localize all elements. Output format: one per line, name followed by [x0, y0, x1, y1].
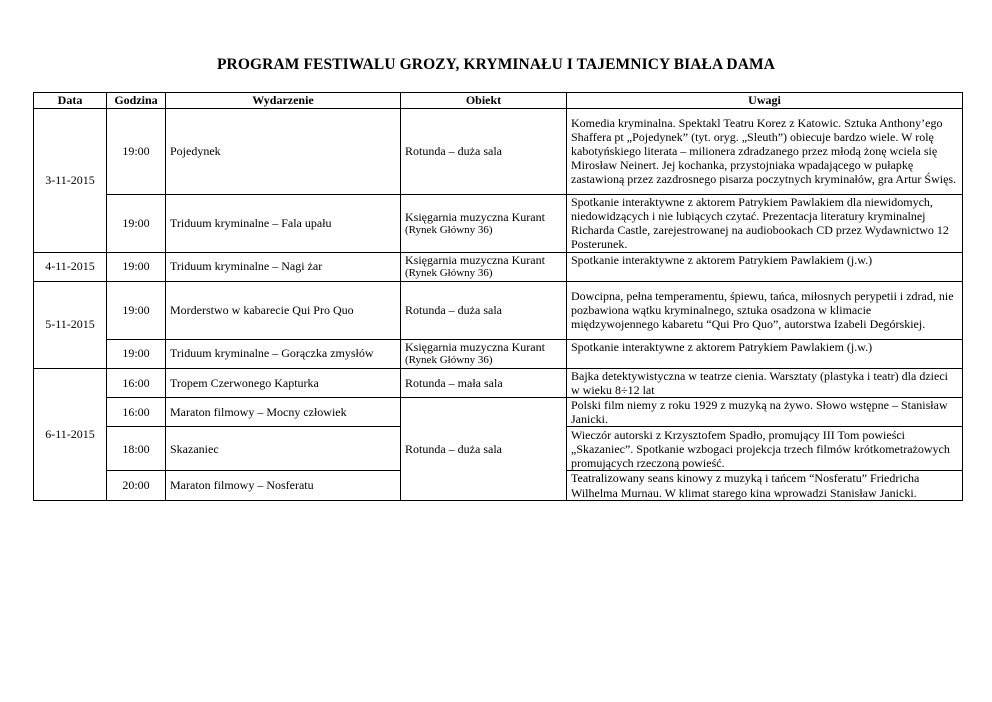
header-uwagi: Uwagi [567, 93, 963, 109]
event-cell: Triduum kryminalne – Gorączka zmysłów [166, 339, 401, 368]
notes-cell: Komedia kryminalna. Spektakl Teatru Korez z Katowic. Sztuka Anthony’ego Shaffera pt „Pojedynek” (tyt. oryg. „Sleuth”) obiecuje bardzo wiele. W rolę kabotyńskiego literata – milionera zdradzanego przez młodą żonę wciela się Mirosław Neinert. Jej kochanka, przystojniaka wpadającego w pułapkę zastawioną przez zazdrosnego pisarza poczytnych kryminałów, gra Artur Święs. [567, 108, 963, 194]
document-title: PROGRAM FESTIWALU GROZY, KRYMINAŁU I TAJEMNICY BIAŁA DAMA [216, 56, 776, 73]
table-row [34, 339, 963, 368]
venue-cell: Rotunda – duża sala [401, 108, 567, 194]
header-wydarzenie: Wydarzenie [166, 93, 401, 109]
notes-cell: Bajka detektywistyczna w teatrze cienia. Warsztaty (plastyka i teatr) dla dzieci w wieku 8÷12 lat [567, 368, 963, 397]
time-cell: 19:00 [107, 194, 166, 252]
time-cell: 16:00 [107, 368, 166, 397]
notes-cell: Spotkanie interaktywne z aktorem Patrykiem Pawlakiem dla niewidomych, niedowidzących i nie lubiących czytać. Prezentacja literatury kryminalnej Richarda Castle, zarejestrowanej na audiobookach CD przez Wydawnictwo 12 Posterunek. [567, 194, 963, 252]
header-obiekt: Obiekt [401, 93, 567, 109]
venue-address: (Rynek Główny 36) [405, 267, 493, 280]
table-row [34, 194, 963, 252]
time-cell: 18:00 [107, 427, 166, 471]
header-row [34, 93, 963, 109]
event-cell: Maraton filmowy – Mocny człowiek [166, 398, 401, 427]
venue-cell [401, 252, 567, 281]
venue-address: (Rynek Główny 36) [405, 354, 493, 367]
date-cell: 3-11-2015 [34, 108, 107, 252]
table-row [34, 398, 963, 427]
date-cell: 6-11-2015 [34, 368, 107, 500]
time-cell: 20:00 [107, 471, 166, 500]
notes-cell: Wieczór autorski z Krzysztofem Spadło, promujący III Tom powieści „Skazaniec”. Spotkanie wzbogaci projekcja trzech filmów krótkometrażowych promujących rzeczoną powieść. [567, 427, 963, 471]
time-cell: 19:00 [107, 108, 166, 194]
event-cell: Maraton filmowy – Nosferatu [166, 471, 401, 500]
date-cell: 4-11-2015 [34, 252, 107, 281]
event-cell: Triduum kryminalne – Nagi żar [166, 252, 401, 281]
table-row [34, 368, 963, 397]
venue-cell [401, 194, 567, 252]
event-cell: Skazaniec [166, 427, 401, 471]
venue-cell [401, 339, 567, 368]
event-cell: Triduum kryminalne – Fala upału [166, 194, 401, 252]
notes-cell: Polski film niemy z roku 1929 z muzyką na żywo. Słowo wstępne – Stanisław Janicki. [567, 398, 963, 427]
venue-cell: Rotunda – duża sala [401, 281, 567, 339]
table-row [34, 252, 963, 281]
venue-cell: Rotunda – mała sala [401, 368, 567, 397]
notes-cell: Spotkanie interaktywne z aktorem Patrykiem Pawlakiem (j.w.) [567, 252, 963, 281]
header-data: Data [34, 93, 107, 109]
table-row [34, 281, 963, 339]
venue-cell: Rotunda – duża sala [401, 398, 567, 501]
date-cell: 5-11-2015 [34, 281, 107, 368]
event-cell: Tropem Czerwonego Kapturka [166, 368, 401, 397]
notes-cell: Teatralizowany seans kinowy z muzyką i tańcem “Nosferatu” Friedricha Wilhelma Murnau. W klimat starego kina wprowadzi Stanisław Janicki. [567, 471, 963, 500]
venue-name: Księgarnia muzyczna Kurant [405, 253, 545, 268]
notes-cell: Spotkanie interaktywne z aktorem Patrykiem Pawlakiem (j.w.) [567, 339, 963, 368]
time-cell: 16:00 [107, 398, 166, 427]
venue-address: (Rynek Główny 36) [405, 223, 493, 236]
time-cell: 19:00 [107, 281, 166, 339]
venue-name: Księgarnia muzyczna Kurant [405, 340, 545, 355]
table-row [34, 108, 963, 194]
notes-cell: Dowcipna, pełna temperamentu, śpiewu, tańca, miłosnych perypetii i zdrad, nie pozbawiona wątku kryminalnego, sztuka osadzona w klimacie międzywojennego kabaretu “Qui Pro Quo”, autorstwa Izabeli Degórskiej. [567, 281, 963, 339]
time-cell: 19:00 [107, 339, 166, 368]
time-cell: 19:00 [107, 252, 166, 281]
event-cell: Pojedynek [166, 108, 401, 194]
header-godzina: Godzina [107, 93, 166, 109]
program-table [33, 92, 963, 501]
venue-name: Księgarnia muzyczna Kurant [405, 209, 545, 224]
event-cell: Morderstwo w kabarecie Qui Pro Quo [166, 281, 401, 339]
